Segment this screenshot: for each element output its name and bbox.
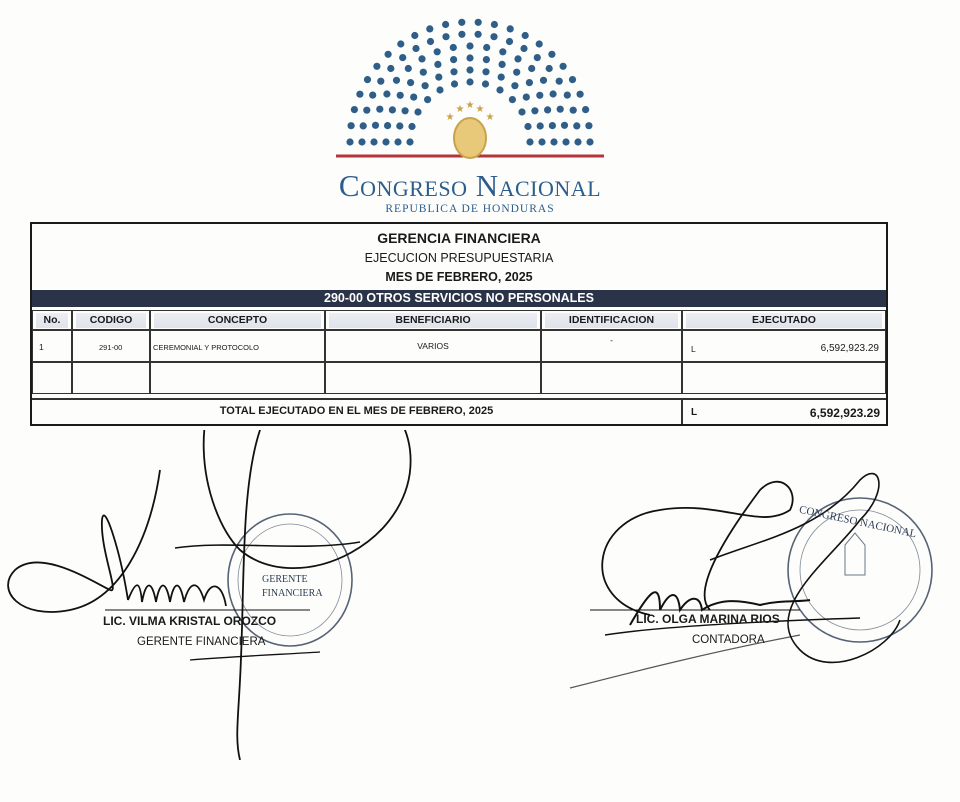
hemicycle-seat-dot bbox=[399, 54, 406, 61]
hemicycle-seat-dot bbox=[520, 45, 527, 52]
hemicycle-seat-dot bbox=[402, 107, 409, 114]
hemicycle-seat-dot bbox=[475, 19, 482, 26]
hemicycle-seat-dot bbox=[564, 92, 571, 99]
hemicycle-seat-dot bbox=[408, 123, 415, 130]
hemicycle-seat-dot bbox=[546, 65, 553, 72]
hemicycle-seat-dot bbox=[518, 108, 525, 115]
table-cell bbox=[682, 330, 886, 362]
hemicycle-seat-dot bbox=[407, 79, 414, 86]
hemicycle-seat-dot bbox=[577, 91, 584, 98]
signer-role-left: GERENTE FINANCIERA bbox=[137, 636, 266, 648]
table-cell bbox=[541, 330, 682, 362]
hemicycle-seat-dot bbox=[363, 107, 370, 114]
hemicycle-seat-dot bbox=[582, 106, 589, 113]
hemicycle-seat-dot bbox=[418, 55, 425, 62]
hemicycle-seat-dot bbox=[550, 138, 557, 145]
hemicycle-seat-dot bbox=[427, 38, 434, 45]
hemicycle-seat-dot bbox=[360, 122, 367, 129]
col-header-identificacion: IDENTIFICACION bbox=[541, 310, 682, 330]
hemicycle-seat-dot bbox=[410, 94, 417, 101]
hemicycle-seat-dot bbox=[537, 122, 544, 129]
cell-codigo: 291-00 bbox=[99, 343, 123, 352]
hemicycle-seat-dot bbox=[528, 65, 535, 72]
hemicycle-seat-dot bbox=[522, 32, 529, 39]
table-row bbox=[32, 330, 72, 362]
total-value-cell bbox=[682, 398, 886, 424]
hemicycle-seat-dot bbox=[526, 79, 533, 86]
hemicycle-seat-dot bbox=[348, 122, 355, 129]
hemicycle-seat-dot bbox=[556, 78, 563, 85]
empty-cell bbox=[32, 362, 72, 394]
hemicycle-seat-dot bbox=[466, 66, 473, 73]
hemicycle-seat-dot bbox=[531, 107, 538, 114]
hemicycle-seat-dot bbox=[557, 106, 564, 113]
star-icon: ★ bbox=[485, 112, 495, 123]
hemicycle-seat-dot bbox=[548, 51, 555, 58]
handwritten-signature-left bbox=[0, 430, 440, 760]
logo-subtitle: REPUBLICA DE HONDURAS bbox=[385, 203, 555, 215]
col-header-concepto: CONCEPTO bbox=[150, 310, 325, 330]
hemicycle-seat-dot bbox=[482, 68, 489, 75]
hemicycle-seat-dot bbox=[573, 122, 580, 129]
hemicycle-seat-dot bbox=[526, 138, 533, 145]
hemicycle-seat-dot bbox=[585, 122, 592, 129]
total-currency: L bbox=[691, 407, 698, 418]
hemicycle-seat-dot bbox=[356, 91, 363, 98]
hemicycle-seat-dot bbox=[466, 54, 473, 61]
table-cell bbox=[150, 330, 325, 362]
report-subtitle: EJECUCION PRESUPUESTARIA bbox=[364, 251, 554, 265]
hemicycle-seat-dot bbox=[562, 138, 569, 145]
hemicycle-seat-dot bbox=[370, 138, 377, 145]
hemicycle-seat-dot bbox=[569, 76, 576, 83]
signer-name-right: LIC. OLGA MARINA RIOS bbox=[636, 612, 780, 626]
hemicycle-seat-dot bbox=[466, 42, 473, 49]
hemicycle-seat-dot bbox=[499, 61, 506, 68]
hemicycle-seat-dot bbox=[393, 77, 400, 84]
hemicycle-seat-dot bbox=[540, 77, 547, 84]
empty-cell bbox=[72, 362, 150, 394]
hemicycle-seat-dot bbox=[411, 32, 418, 39]
cell-identificacion: - bbox=[610, 335, 613, 345]
hemicycle-seat-dot bbox=[534, 54, 541, 61]
hemicycle-seat-dot bbox=[524, 123, 531, 130]
hemicycle-seat-dot bbox=[498, 74, 505, 81]
hemicycle-seat-dot bbox=[496, 86, 503, 93]
hemicycle-seat-dot bbox=[491, 21, 498, 28]
hemicycle-seat-dot bbox=[450, 56, 457, 63]
cell-no: 1 bbox=[39, 342, 44, 352]
empty-cell bbox=[541, 362, 682, 394]
hemicycle-seat-dot bbox=[376, 106, 383, 113]
signature-block-left bbox=[0, 430, 440, 760]
hemicycle-seat-dot bbox=[426, 25, 433, 32]
hemicycle-emblem bbox=[300, 18, 640, 168]
hemicycle-seat-dot bbox=[458, 31, 465, 38]
empty-cell bbox=[325, 362, 541, 394]
logo-name: Congreso Nacional bbox=[338, 168, 602, 203]
handwritten-signature-right bbox=[560, 450, 960, 710]
hemicycle-seat-dot bbox=[384, 122, 391, 129]
col-header-beneficiario: BENEFICIARIO bbox=[325, 310, 541, 330]
hemicycle-seat-dot bbox=[346, 138, 353, 145]
hemicycle-seat-dot bbox=[483, 44, 490, 51]
signer-name-left: LIC. VILMA KRISTAL OROZCO bbox=[103, 614, 277, 628]
hemicycle-seat-dot bbox=[538, 138, 545, 145]
hemicycle-seat-dot bbox=[536, 92, 543, 99]
cell-beneficiario: VARIOS bbox=[417, 341, 449, 351]
hemicycle-seat-dot bbox=[369, 92, 376, 99]
hemicycle-seat-dot bbox=[586, 138, 593, 145]
cell-currency: L bbox=[691, 344, 696, 354]
hemicycle-seat-dot bbox=[389, 106, 396, 113]
hemicycle-seat-dot bbox=[383, 90, 390, 97]
hemicycle-seat-dot bbox=[385, 51, 392, 58]
table-cell bbox=[72, 330, 150, 362]
hemicycle-seat-dot bbox=[450, 44, 457, 51]
hemicycle-seat-dot bbox=[435, 74, 442, 81]
hemicycle-seat-dot bbox=[466, 78, 473, 85]
hemicycle-seat-dot bbox=[513, 69, 520, 76]
hemicycle-seat-dot bbox=[387, 65, 394, 72]
total-label-cell bbox=[32, 398, 682, 424]
hemicycle-seat-dot bbox=[406, 138, 413, 145]
total-value: 6,592,923.29 bbox=[809, 406, 880, 420]
empty-cell bbox=[150, 362, 325, 394]
hemicycle-seat-dot bbox=[436, 86, 443, 93]
hemicycle-seat-dot bbox=[424, 96, 431, 103]
hemicycle-seat-dot bbox=[414, 108, 421, 115]
hemicycle-seat-dot bbox=[405, 65, 412, 72]
hemicycle-seat-dot bbox=[394, 138, 401, 145]
hemicycle-seat-dot bbox=[382, 138, 389, 145]
hemicycle-seat-dot bbox=[434, 48, 441, 55]
hemicycle-seat-dot bbox=[482, 80, 489, 87]
hemicycle-seat-dot bbox=[499, 48, 506, 55]
hemicycle-seat-dot bbox=[536, 40, 543, 47]
signature-block-right bbox=[560, 450, 960, 710]
hemicycle-seat-dot bbox=[490, 33, 497, 40]
hemicycle-seat-dot bbox=[523, 94, 530, 101]
hemicycle-seat-dot bbox=[574, 138, 581, 145]
hemicycle-seat-dot bbox=[507, 25, 514, 32]
hemicycle-seat-dot bbox=[412, 45, 419, 52]
hemicycle-seat-dot bbox=[434, 61, 441, 68]
cell-concepto: CEREMONIAL Y PROTOCOLO bbox=[153, 343, 259, 352]
star-icon: ★ bbox=[445, 112, 455, 123]
hemicycle-seat-dot bbox=[442, 33, 449, 40]
star-icon: ★ bbox=[465, 100, 475, 111]
signer-role-right: CONTADORA bbox=[692, 634, 765, 646]
hemicycle-seat-dot bbox=[372, 122, 379, 129]
total-label: TOTAL EJECUTADO EN EL MES DE FEBRERO, 2025 bbox=[219, 405, 494, 417]
hemicycle-seat-dot bbox=[458, 19, 465, 26]
hemicycle-seat-dot bbox=[397, 92, 404, 99]
hemicycle-seat-dot bbox=[396, 122, 403, 129]
report-period: MES DE FEBRERO, 2025 bbox=[385, 270, 533, 284]
hemicycle-seat-dot bbox=[422, 82, 429, 89]
hemicycle-seat-dot bbox=[442, 21, 449, 28]
hemicycle-seat-dot bbox=[509, 96, 516, 103]
hemicycle-seat-dot bbox=[511, 82, 518, 89]
empty-cell bbox=[682, 362, 886, 394]
table-cell bbox=[325, 330, 541, 362]
star-icon: ★ bbox=[475, 104, 485, 115]
hemicycle-seat-dot bbox=[351, 106, 358, 113]
hemicycle-seat-dot bbox=[570, 107, 577, 114]
report-title: GERENCIA FINANCIERA bbox=[377, 230, 541, 246]
hemicycle-seat-dot bbox=[364, 76, 371, 83]
coat-of-arms-icon bbox=[446, 100, 495, 158]
col-header-no: No. bbox=[32, 310, 72, 330]
cell-ejecutado: 6,592,923.29 bbox=[820, 343, 879, 354]
hemicycle-seat-dot bbox=[450, 68, 457, 75]
section-bar: 290-00 OTROS SERVICIOS NO PERSONALES bbox=[32, 290, 886, 307]
hemicycle-seat-dot bbox=[475, 31, 482, 38]
hemicycle-seat-dot bbox=[377, 78, 384, 85]
hemicycle-seat-dot bbox=[506, 38, 513, 45]
col-header-codigo: CODIGO bbox=[72, 310, 150, 330]
col-header-ejecutado: EJECUTADO bbox=[682, 310, 886, 330]
hemicycle-seat-dot bbox=[561, 122, 568, 129]
hemicycle-seat-dot bbox=[358, 138, 365, 145]
hemicycle-seat-dot bbox=[544, 106, 551, 113]
stamp-text-line: CONGRESO NACIONAL bbox=[798, 503, 918, 541]
star-icon: ★ bbox=[455, 104, 465, 115]
hemicycle-seat-dot bbox=[451, 80, 458, 87]
hemicycle-seat-dot bbox=[560, 63, 567, 70]
hemicycle-seat-dot bbox=[549, 122, 556, 129]
hemicycle-seat-dot bbox=[397, 40, 404, 47]
stamp-text-line: FINANCIERA bbox=[262, 588, 323, 599]
congress-logo bbox=[300, 18, 640, 218]
budget-table-box bbox=[30, 222, 888, 426]
hemicycle-seat-dot bbox=[420, 69, 427, 76]
hemicycle-seat-dot bbox=[483, 56, 490, 63]
hemicycle-seat-dot bbox=[373, 63, 380, 70]
hemicycle-seat-dot bbox=[514, 55, 521, 62]
hemicycle-seat-dot bbox=[550, 90, 557, 97]
stamp-text-line: GERENTE bbox=[262, 574, 308, 585]
